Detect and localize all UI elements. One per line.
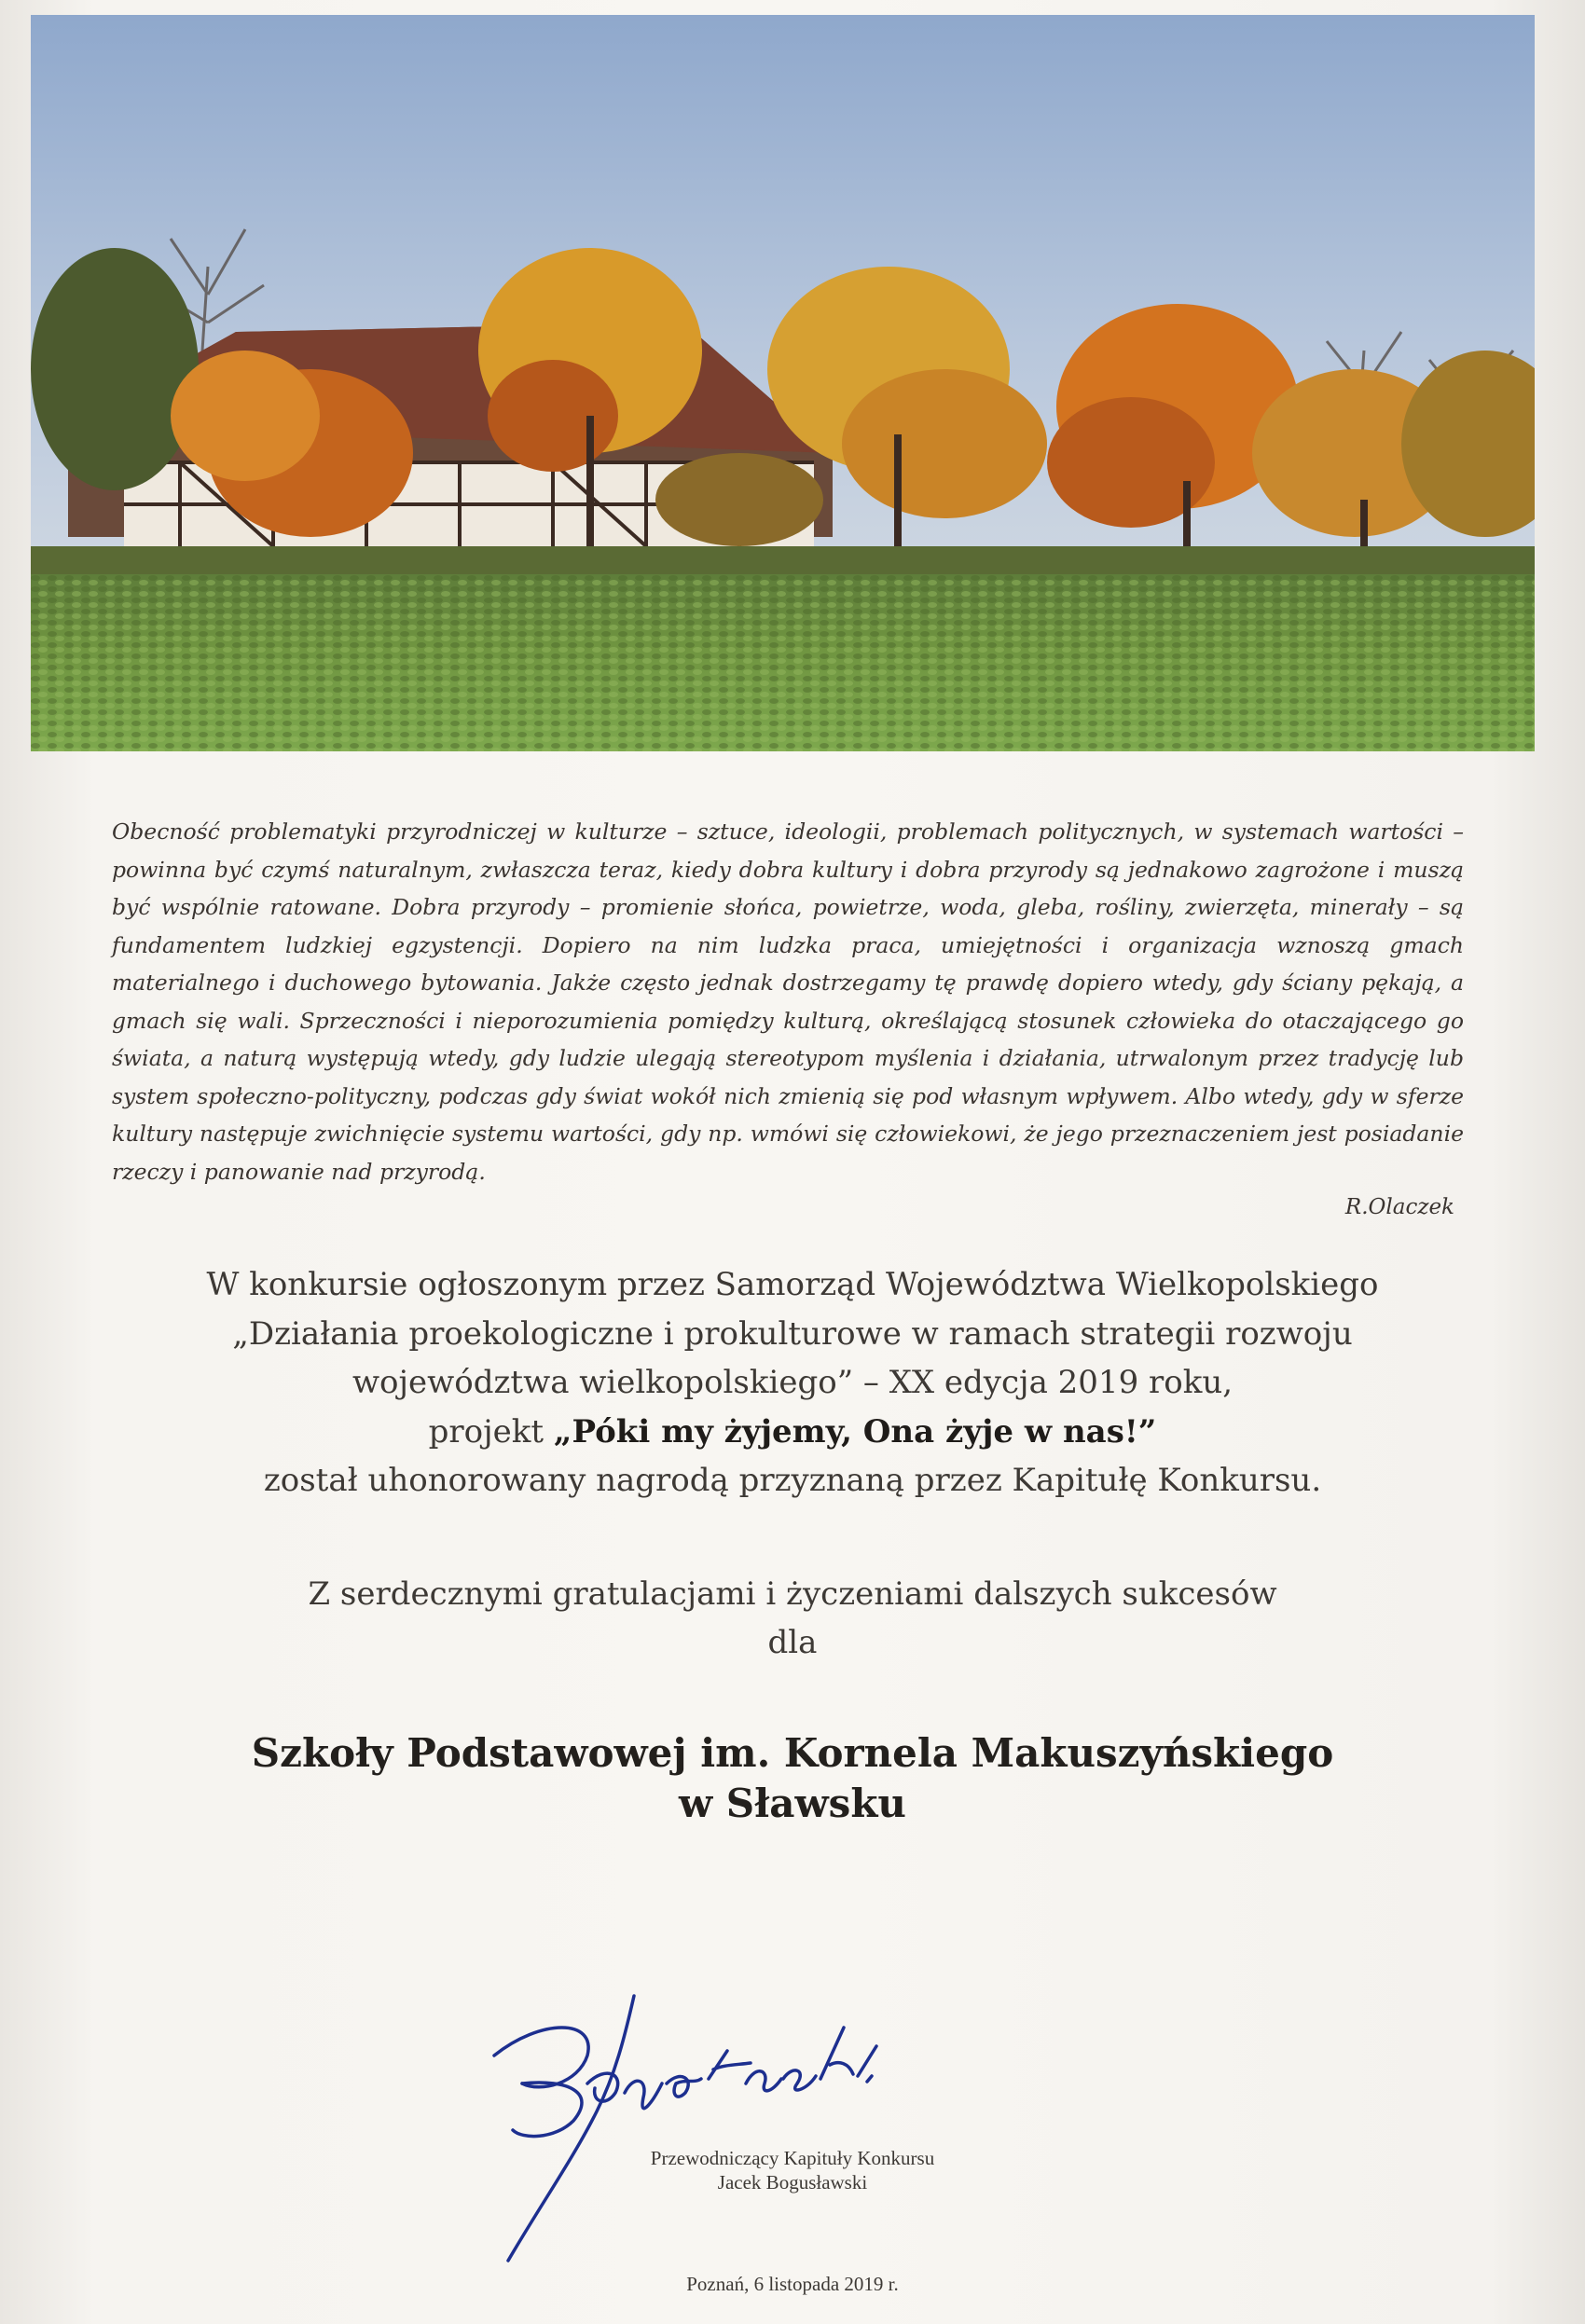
signatory-name: Jacek Bogusławski: [717, 2171, 868, 2193]
congrats-line-2: dla: [767, 1624, 818, 1661]
autumn-landscape-photo: [31, 15, 1535, 751]
recipient-school: [93, 1728, 1492, 1829]
recipient-line-1: Szkoły Podstawowej im. Kornela Makuszyńskiego: [251, 1730, 1334, 1776]
project-prefix: projekt: [428, 1412, 554, 1451]
recipient-line-2: w Sławsku: [679, 1781, 906, 1826]
award-statement: [93, 1260, 1492, 1506]
award-line-4: [93, 1408, 1492, 1457]
place-and-date: Poznań, 6 listopada 2019 r.: [686, 2273, 899, 2295]
handwritten-signature: [485, 1990, 1007, 2270]
award-line-1: W konkursie ogłoszonym przez Samorząd Województwa Wielkopolskiego: [206, 1266, 1379, 1303]
congratulations: [93, 1570, 1492, 1667]
quote-text: Obecność problematyki przyrodniczej w kulturze – sztuce, ideologii, problemach politycznych, w systemach wartości – powinna być czymś naturalnym, zwłaszcza teraz, kiedy dobra kultury i dobra przyrody są jednakowo zagrożone i muszą być wspólnie ratowane. Dobra przyrody – promienie słońca, powietrze, woda, gleba, rośliny, zwierzęta, minerały – są fundamentem ludzkiej egzystencji. Dopiero na nim ludzka praca, umiejętności i organizacja wznoszą gmach materialnego i duchowego bytowania. Jakże często jednak dostrzegamy tę prawdę dopiero wtedy, gdy ściany pękają, a gmach się wali. Sprzeczności i nieporozumienia pomiędzy kulturą, określającą stosunek człowieka do otaczającego go świata, a naturą występują wtedy, gdy ludzie ulegają stereotypom myślenia i działania, utrwalonym przez tradycję lub system społeczno-polityczny, podczas gdy świat wokół nich zmienią się pod własnym wpływem. Albo wtedy, gdy w sferze kultury następuje zwichnięcie systemu wartości, gdy np. wmówi się człowiekowi, że jego przeznaczeniem jest posiadanie rzeczy i panowanie nad przyrodą.: [112, 818, 1464, 1185]
landscape-illustration: [31, 15, 1535, 751]
signatory-role: Przewodniczący Kapituły Konkursu: [650, 2147, 935, 2169]
quote-author: R.Olaczek: [1344, 1195, 1454, 1219]
award-line-3: województwa wielkopolskiego” – XX edycja 2019 roku,: [351, 1364, 1234, 1401]
project-title: „Póki my żyjemy, Ona żyje w nas!”: [553, 1412, 1157, 1451]
award-line-5: został uhonorowany nagrodą przyznaną przez Kapitułę Konkursu.: [263, 1462, 1322, 1499]
award-line-2: „Działania proekologiczne i prokulturowe w ramach strategii rozwoju: [232, 1314, 1353, 1353]
signatory-block: [597, 2146, 988, 2194]
congrats-line-1: Z serdecznymi gratulacjami i życzeniami dalszych sukcesów: [308, 1575, 1277, 1613]
